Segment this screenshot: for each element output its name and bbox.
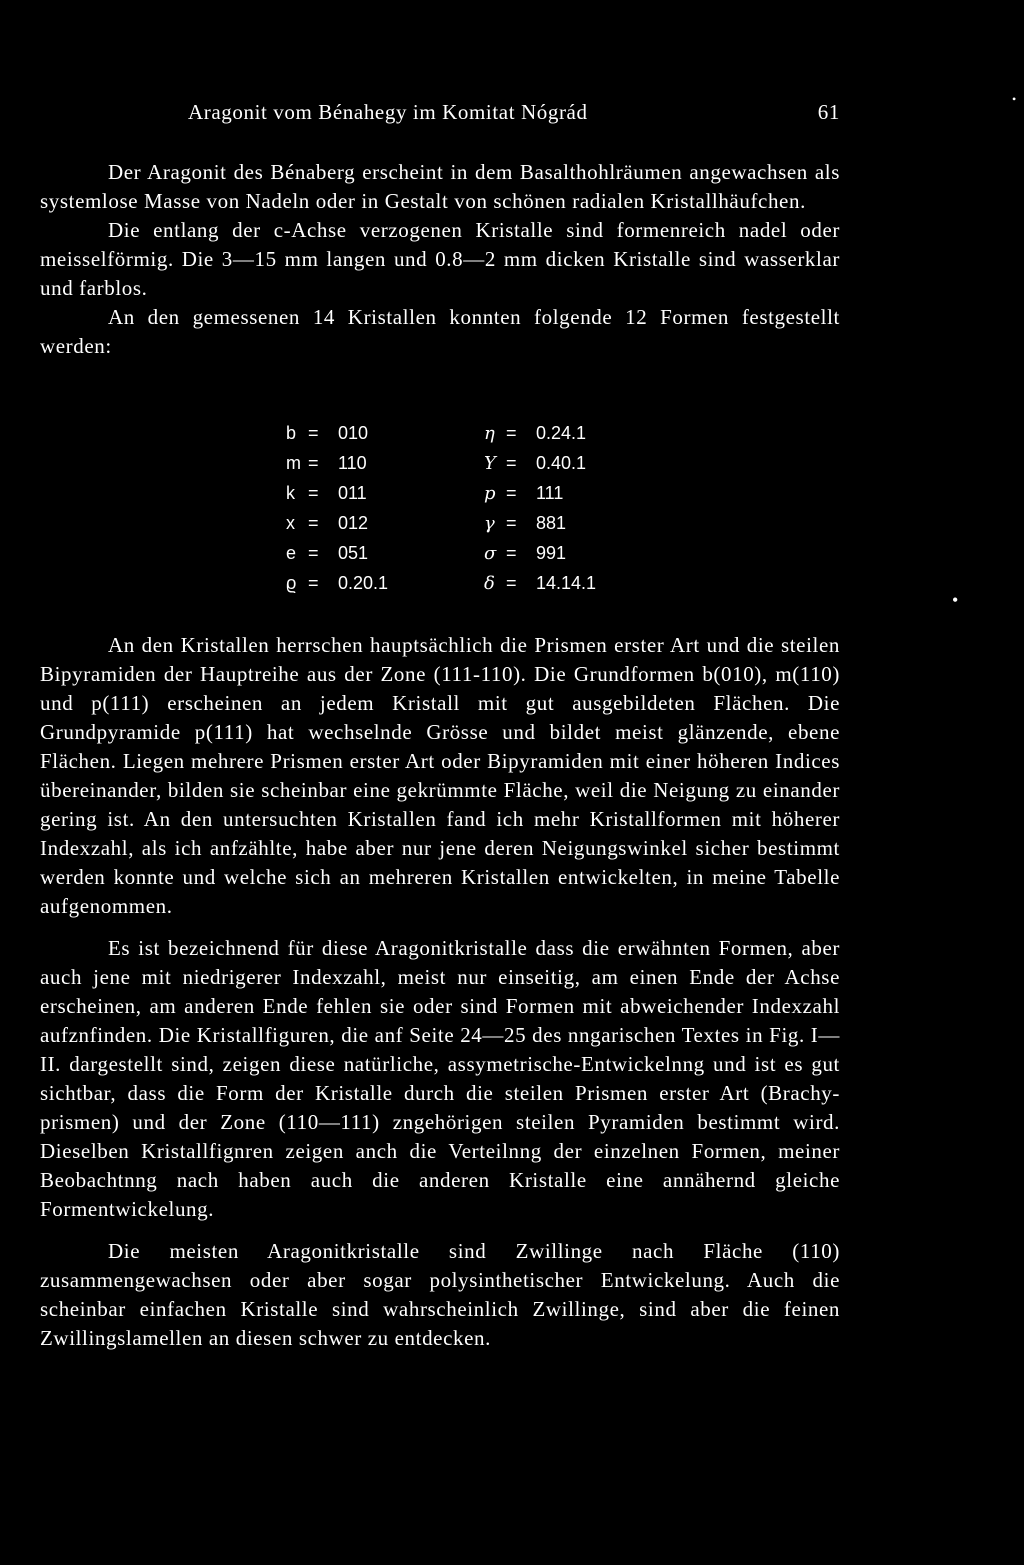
form-symbol: m xyxy=(286,453,301,473)
equals-sign: = xyxy=(308,483,319,503)
form-row xyxy=(286,568,446,598)
form-index: 012 xyxy=(338,513,369,533)
form-index: 0.40.1 xyxy=(536,453,587,473)
form-symbol: b xyxy=(286,423,297,443)
intro-text xyxy=(40,158,840,361)
form-row xyxy=(286,418,446,448)
form-index: 051 xyxy=(338,543,369,563)
forms-column-left xyxy=(286,418,446,598)
form-row xyxy=(286,508,446,538)
stray-dot: • xyxy=(952,590,959,610)
form-index: 0.20.1 xyxy=(338,573,389,593)
page-number: 61 xyxy=(817,100,840,124)
form-index: 011 xyxy=(338,483,367,503)
equals-sign: = xyxy=(506,543,517,563)
paragraph: Die entlang der c-Achse verzogenen Kristalle sind formenreich nadel oder meisselförmig. Die 3—15 mm langen und 0.8—2 mm dicken Kristalle sind wasserklar und farblos. xyxy=(40,218,840,300)
form-symbol: x xyxy=(286,513,295,533)
paragraph: An den Kristallen herrschen hauptsächlich die Prismen erster Art und die steilen Bipyramiden der Hauptreihe aus der Zone (111-110). Die Grundformen b(010), m(110) und p(111) erscheinen an jedem Kristall mit gut ausgebildeten Flächen. Die Grundpyramide p(111) hat wechselnde Grösse und bildet meist glänzende, ebene Flächen. Liegen mehrere Prismen erster Art oder Bipyramiden mit einer höheren Indices übereinander, bilden sie scheinbar eine gekrümmte Fläche, weil die Neigung zu einander gering ist. An den untersuchten Kristallen fand ich mehr Kristallformen mit höherer Indexzahl, als ich anfzählte, habe aber nur jene deren Neigungswinkel sicher bestimmt werden konnte und welche sich an mehreren Kristallen entwickelten, in meine Tabelle aufgenommen. xyxy=(40,633,840,918)
form-index: 0.24.1 xyxy=(536,423,587,443)
form-symbol: e xyxy=(286,543,297,563)
form-row xyxy=(286,478,446,508)
header-title: Aragonit vom Bénahegy im Komitat Nógrád xyxy=(188,100,588,124)
form-index: 14.14.1 xyxy=(536,573,597,593)
paragraph: Der Aragonit des Bénaberg erscheint in dem Basalthohlräumen angewachsen als systemlose Masse von Nadeln oder in Gestalt von schönen radialen Kristallhäufchen. xyxy=(40,160,840,213)
paragraph: Die meisten Aragonitkristalle sind Zwillinge nach Fläche (110) zusammengewachsen oder aber sogar polysinthetischer Entwickelung. Auch die scheinbar einfachen Kristalle sind wahrscheinlich Zwillinge, sind aber die feinen Zwillingslamellen an diesen schwer zu entdecken. xyxy=(40,1239,840,1350)
form-symbol: ϱ xyxy=(286,573,297,593)
running-header xyxy=(0,100,1024,132)
form-index: 991 xyxy=(536,543,567,563)
form-symbol: η xyxy=(484,423,495,444)
form-row xyxy=(286,538,446,568)
form-index: 881 xyxy=(536,513,567,533)
form-symbol: Y xyxy=(484,453,496,474)
equals-sign: = xyxy=(308,423,319,443)
equals-sign: = xyxy=(506,453,517,473)
form-row xyxy=(286,448,446,478)
form-row xyxy=(484,478,644,508)
form-index: 110 xyxy=(338,453,367,473)
equals-sign: = xyxy=(506,513,517,533)
form-index: 111 xyxy=(536,483,564,503)
equals-sign: = xyxy=(506,573,517,593)
equals-sign: = xyxy=(308,513,319,533)
form-symbol: σ xyxy=(484,543,497,564)
form-index: 010 xyxy=(338,423,369,443)
form-symbol: k xyxy=(286,483,295,503)
paragraph: An den gemessenen 14 Kristallen konnten folgende 12 Formen festgestellt werden: xyxy=(40,305,840,358)
form-row xyxy=(484,568,644,598)
forms-column-right xyxy=(484,418,644,598)
margin-mark: • xyxy=(1012,92,1017,106)
equals-sign: = xyxy=(506,483,517,503)
equals-sign: = xyxy=(308,543,319,563)
form-row xyxy=(484,538,644,568)
form-symbol: δ xyxy=(484,573,495,594)
paragraph: Es ist bezeichnend für diese Aragonitkristalle dass die erwähnten Formen, aber auch jene mit niedrigerer Indexzahl, meist nur einseitig, am einen Ende der Achse erscheinen, am anderen Ende fehlen sie oder sind Formen mit abweichender Indexzahl aufznfinden. Die Kristallfiguren, die anf Seite 24—25 des nngarischen Textes in Fig. I—II. dargestellt sind, zeigen diese natürliche, assymetrische-Entwickelnng und ist es gut sichtbar, dass die Form der Kristalle durch die steilen Prismen erster Art (Brachy-prismen) und der Zone (110—111) zngehörigen steilen Pyramiden bestimmt wird. Dieselben Kristallfignren zeigen anch die Verteilnng der einzelnen Formen, meiner Beobachtnng nach haben auch die anderen Kristalle eine annähernd gleiche Formentwickelung. xyxy=(40,936,840,1221)
form-row xyxy=(484,508,644,538)
form-symbol: p xyxy=(484,483,496,504)
form-symbol: γ xyxy=(484,513,495,534)
form-row xyxy=(484,448,644,478)
body-text xyxy=(40,631,840,1353)
equals-sign: = xyxy=(308,453,319,473)
equals-sign: = xyxy=(308,573,319,593)
equals-sign: = xyxy=(506,423,517,443)
form-row xyxy=(484,418,644,448)
